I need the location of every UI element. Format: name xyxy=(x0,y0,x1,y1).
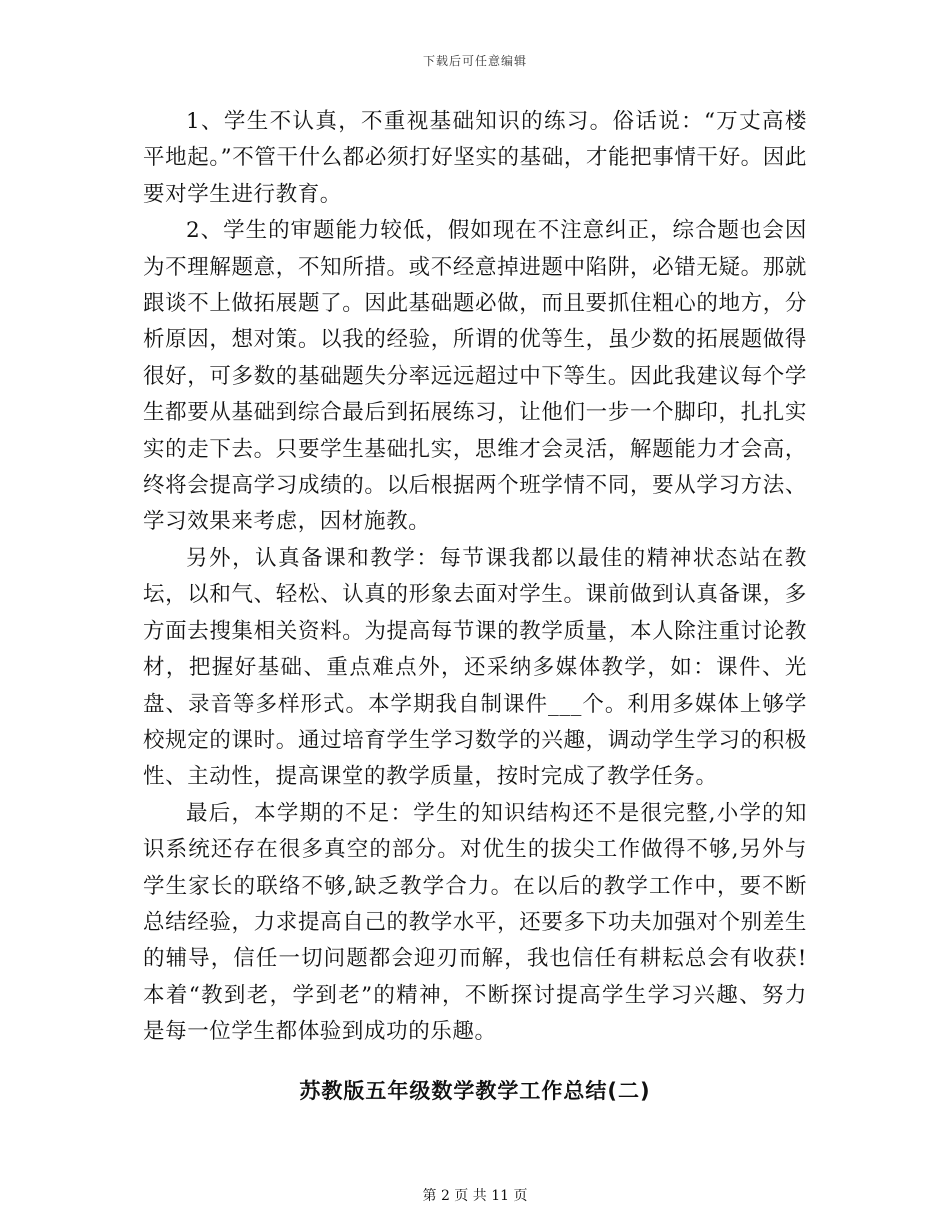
paragraph-3: 另外，认真备课和教学：每节课我都以最佳的精神状态站在教坛，以和气、轻松、认真的形象去面对学生。课前做到认真备课，多方面去搜集相关资料。为提高每节课的教学质量，本人除注重讨论教材，把握好基础、重点难点外，还采纳多媒体教学，如：课件、光盘、录音等多样形式。本学期我自制课件___个。利用多媒体上够学校规定的课时。通过培育学生学习数学的兴趣，调动学生学习的积极性、主动性，提高课堂的教学质量，按时完成了教学任务。 xyxy=(143,545,807,790)
document-body xyxy=(143,104,807,1051)
paragraph-4: 最后，本学期的不足：学生的知识结构还不是很完整,小学的知识系统还存在很多真空的部分。对优生的拔尖工作做得不够,另外与学生家长的联络不够,缺乏教学合力。在以后的教学工作中，要不断总结经验，力求提高自己的教学水平，还要多下功夫加强对个别差生的辅导，信任一切问题都会迎刃而解，我也信任有耕耘总会有收获!本着“教到老，学到老”的精神，不断探讨提高学生学习兴趣、努力是每一位学生都体验到成功的乐趣。 xyxy=(143,800,807,1045)
paragraph-1: 1、学生不认真，不重视基础知识的练习。俗话说：“万丈高楼平地起。”不管干什么都必须打好坚实的基础，才能把事情干好。因此要对学生进行教育。 xyxy=(143,109,807,207)
page-footer: 第 2 页 共 11 页 xyxy=(422,1188,528,1204)
page-header: 下载后可任意编辑 xyxy=(422,54,527,68)
section-title: 苏教版五年级数学教学工作总结(二) xyxy=(299,1079,651,1103)
paragraph-2: 2、学生的审题能力较低，假如现在不注意纠正，综合题也会因为不理解题意，不知所措。或不经意掉进题中陷阱，必错无疑。那就跟谈不上做拓展题了。因此基础题必做，而且要抓住粗心的地方，分析原因，想对策。以我的经验，所谓的优等生，虽少数的拓展题做得很好，可多数的基础题失分率远远超过中下等生。因此我建议每个学生都要从基础到综合最后到拓展练习，让他们一步一个脚印，扎扎实实的走下去。只要学生基础扎实，思维才会灵活，解题能力才会高，终将会提高学习成绩的。以后根据两个班学情不同，要从学习方法、学习效果来考虑，因材施教。 xyxy=(143,218,807,535)
